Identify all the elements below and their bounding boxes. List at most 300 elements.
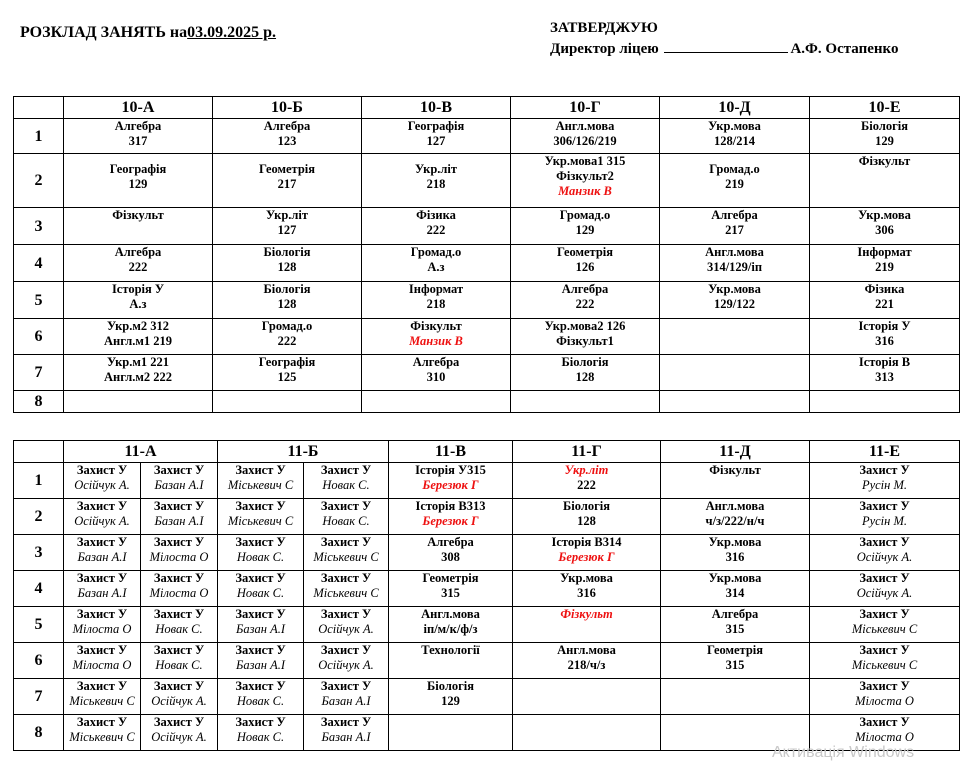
subject-name: Біологія [263, 245, 311, 259]
corner-cell [14, 97, 64, 119]
subject-name: Геометрія [706, 643, 764, 657]
schedule-cell [213, 319, 362, 355]
director-line [550, 39, 899, 60]
defense-subgroup-cell [218, 463, 304, 499]
schedule-cell [661, 679, 810, 715]
subject-name: Захист У [153, 643, 205, 657]
schedule-cell [362, 319, 511, 355]
schedule-cell [362, 282, 511, 319]
lesson-number: 6 [14, 319, 64, 355]
subject-name: Захист У [320, 679, 372, 693]
subject-name: Фізика [864, 282, 905, 296]
schedule-cell [810, 643, 960, 679]
subject-name: Алгебра [561, 282, 609, 296]
subject-name: Захист У [76, 715, 128, 729]
room-number: 127 [277, 223, 297, 237]
subject-name: Захист У [76, 643, 128, 657]
subject-name: Захист У [153, 571, 205, 585]
subject-name: Громад.о [559, 208, 611, 222]
schedule-cell [511, 154, 660, 208]
room-number: А.з [427, 260, 445, 274]
defense-subgroup-cell [304, 535, 389, 571]
schedule-cell [64, 319, 213, 355]
teacher-name: Мілоста О [72, 658, 132, 672]
teacher-name: Осійчук А. [151, 694, 207, 708]
room-number: 222 [426, 223, 446, 237]
room-number: 222 [128, 260, 148, 274]
subject-name: Історія У [111, 282, 165, 296]
schedule-cell [810, 535, 960, 571]
subject-name: Захист У [859, 679, 910, 693]
defense-subgroup-cell [141, 571, 218, 607]
teacher-name: Мілоста О [149, 550, 209, 564]
room-number: Англ.м1 219 [103, 334, 173, 348]
teacher-name: Міськевич С [69, 694, 135, 708]
room-number: 314/129/іп [706, 260, 763, 274]
teacher-name: Базан А.І [236, 622, 285, 636]
room-number: 128 [277, 260, 297, 274]
subject-name: Захист У [320, 643, 372, 657]
defense-subgroup-cell [218, 679, 304, 715]
lesson-number: 2 [14, 499, 64, 535]
subject-name: Захист У [859, 499, 910, 513]
schedule-cell [810, 319, 960, 355]
subject-name: Захист У [153, 679, 205, 693]
subject-name: Історія В [858, 355, 911, 369]
subject-name: Технології [421, 643, 480, 657]
schedule-cell [362, 355, 511, 391]
defense-subgroup-cell [64, 463, 141, 499]
schedule-cell [661, 607, 810, 643]
schedule-cell [362, 119, 511, 154]
teacher-name: Манзик В [558, 184, 612, 198]
subject-name: Укр.мова2 126 [544, 319, 626, 333]
schedule-cell [661, 643, 810, 679]
defense-subgroup-cell [64, 715, 141, 751]
schedule-cell [810, 355, 960, 391]
schedule-cell [64, 119, 213, 154]
subject-name: Захист У [76, 535, 128, 549]
schedule-cell [389, 499, 513, 535]
schedule-cell [810, 208, 960, 245]
lesson-row [14, 245, 960, 282]
subject-name: Фізкульт [709, 463, 761, 477]
schedule-cell [64, 355, 213, 391]
schedule-cell [511, 245, 660, 282]
schedule-cell [513, 607, 661, 643]
room-number: ч/з/222/н/ч [705, 514, 765, 528]
subject-name: Захист У [153, 499, 205, 513]
room-number: 315 [725, 658, 745, 672]
subject-name: Укр.мова1 315 [544, 154, 626, 168]
subject-name: Історія В314 [551, 535, 622, 549]
class-header: 10-Г [511, 97, 660, 119]
defense-subgroup-cell [64, 679, 141, 715]
defense-subgroup-cell [218, 607, 304, 643]
subject-name: Інформат [408, 282, 464, 296]
room-number: 128 [575, 370, 595, 384]
room-number: Фізкульт1 [556, 334, 614, 348]
schedule-cell [810, 571, 960, 607]
subject-name: Захист У [235, 715, 286, 729]
schedule-cell [213, 391, 362, 413]
teacher-name: Новак С. [322, 478, 370, 492]
class-header: 10-А [64, 97, 213, 119]
room-number: 126 [575, 260, 595, 274]
teacher-name: Новак С. [155, 622, 203, 636]
defense-subgroup-cell [304, 607, 389, 643]
schedule-cell [513, 715, 661, 751]
defense-subgroup-cell [64, 607, 141, 643]
subject-name: Укр.літ [564, 463, 609, 477]
subject-name: Укр.літ [265, 208, 309, 222]
subject-name: Укр.м2 312 [106, 319, 170, 333]
lesson-number: 8 [14, 391, 64, 413]
schedule-cell [661, 571, 810, 607]
class-header: 11-Б [218, 441, 389, 463]
defense-subgroup-cell [218, 571, 304, 607]
teacher-name: Міськевич С [851, 658, 918, 672]
teacher-name: Мілоста О [149, 586, 209, 600]
subject-name: Англ.мова [705, 499, 765, 513]
teacher-name: Базан А.І [321, 694, 371, 708]
subject-name: Англ.мова [555, 119, 615, 133]
schedule-cell [810, 282, 960, 319]
schedule-cell [389, 643, 513, 679]
subject-name: Захист У [76, 571, 128, 585]
subject-name: Алгебра [114, 119, 162, 133]
approve-label: ЗАТВЕРДЖУЮ [550, 20, 658, 36]
subject-name: Історія У315 [415, 463, 486, 477]
lesson-number: 6 [14, 643, 64, 679]
schedule-cell [660, 355, 810, 391]
schedule-cell [511, 119, 660, 154]
schedule-cell [362, 154, 511, 208]
room-number: 128 [277, 297, 297, 311]
subject-name: Біологія [561, 355, 609, 369]
room-number: 128/214 [714, 134, 755, 148]
subject-name: Укр.мова [858, 208, 911, 222]
schedule-cell [513, 535, 661, 571]
teacher-name: Базан А.І [77, 550, 127, 564]
defense-subgroup-cell [64, 571, 141, 607]
subject-name: Англ.мова [705, 245, 764, 259]
schedule-cell [810, 391, 960, 413]
room-number: 219 [875, 260, 894, 274]
class-header: 10-Е [810, 97, 960, 119]
room-number: 222 [277, 334, 297, 348]
subject-name: Історія В313 [415, 499, 486, 513]
schedule-cell [660, 154, 810, 208]
room-number: 316 [577, 586, 596, 600]
subject-name: Громад.о [261, 319, 313, 333]
defense-subgroup-cell [304, 715, 389, 751]
room-number: А.з [129, 297, 147, 311]
teacher-name: Міськевич С [851, 622, 918, 636]
teacher-name: Новак С. [322, 514, 370, 528]
subject-name: Географія [407, 119, 465, 133]
teacher-name: Осійчук А. [318, 622, 374, 636]
subject-name: Географія [109, 162, 167, 176]
lesson-number: 8 [14, 715, 64, 751]
schedule-cell [213, 282, 362, 319]
class-header: 11-А [64, 441, 218, 463]
subject-name: Захист У [320, 571, 372, 585]
subject-name: Укр.мова [708, 282, 761, 296]
room-number: 306/126/219 [553, 134, 617, 148]
defense-subgroup-cell [141, 463, 218, 499]
subject-name: Інформат [857, 245, 912, 259]
teacher-name: Базан А.І [154, 478, 204, 492]
teacher-name: Міськевич С [227, 478, 294, 492]
defense-subgroup-cell [141, 607, 218, 643]
schedule-cell [810, 119, 960, 154]
room-number: 217 [277, 177, 297, 191]
lesson-row [14, 119, 960, 154]
teacher-name: Осійчук А. [74, 514, 130, 528]
defense-subgroup-cell [141, 499, 218, 535]
subject-name: Алгебра [412, 355, 460, 369]
schedule-cell [513, 499, 661, 535]
teacher-name: Базан А.І [236, 658, 285, 672]
schedule-cell [513, 463, 661, 499]
windows-activation-watermark: Активація Windows [772, 744, 915, 761]
subject-name: Англ.мова [421, 607, 480, 621]
teacher-name: Базан А.І [77, 586, 127, 600]
schedule-cell [389, 571, 513, 607]
schedule-cell [810, 499, 960, 535]
schedule-cell [661, 535, 810, 571]
defense-subgroup-cell [64, 535, 141, 571]
subject-name: Укр.м1 221 [106, 355, 170, 369]
defense-subgroup-cell [218, 535, 304, 571]
lesson-number: 7 [14, 355, 64, 391]
defense-subgroup-cell [218, 499, 304, 535]
lesson-row [14, 282, 960, 319]
room-number: Фізкульт2 [556, 169, 614, 183]
subject-name: Географія [258, 355, 316, 369]
room-number: 219 [725, 177, 744, 191]
room-number: 222 [577, 478, 596, 492]
subject-name: Захист У [859, 715, 910, 729]
room-number: 315 [725, 622, 745, 636]
subject-name: Захист У [859, 535, 910, 549]
schedule-cell [213, 119, 362, 154]
teacher-name: Мілоста О [72, 622, 132, 636]
lesson-row [14, 154, 960, 208]
room-number: 308 [441, 550, 460, 564]
lesson-row [14, 499, 960, 535]
teacher-name: Базан А.І [154, 514, 204, 528]
subject-name: Фізкульт [112, 208, 164, 222]
defense-subgroup-cell [304, 679, 389, 715]
teacher-name: Мілоста О [855, 730, 914, 744]
schedule-cell [810, 463, 960, 499]
subject-name: Захист У [153, 463, 205, 477]
subject-name: Захист У [76, 463, 128, 477]
teacher-name: Новак С. [236, 730, 285, 744]
schedule-cell [511, 391, 660, 413]
room-number: 125 [277, 370, 297, 384]
schedule-cell [661, 499, 810, 535]
room-number: 221 [875, 297, 894, 311]
room-number: 129/122 [714, 297, 755, 311]
approval-block [550, 18, 899, 60]
subject-name: Захист У [320, 715, 372, 729]
class-header: 10-Д [660, 97, 810, 119]
subject-name: Геометрія [258, 162, 316, 176]
schedule-cell [64, 245, 213, 282]
schedule-cell [660, 119, 810, 154]
teacher-name: Осійчук А. [74, 478, 130, 492]
defense-subgroup-cell [141, 715, 218, 751]
schedule-cell [64, 208, 213, 245]
room-number: 222 [575, 297, 595, 311]
schedule-cell [513, 643, 661, 679]
room-number: 129 [875, 134, 894, 148]
schedule-cell [660, 282, 810, 319]
title-date: 03.09.2025 р. [187, 24, 277, 41]
schedule-cell [810, 679, 960, 715]
subject-name: Захист У [76, 679, 128, 693]
subject-name: Громад.о [709, 162, 760, 176]
schedule-cell [660, 208, 810, 245]
room-number: 310 [426, 370, 446, 384]
subject-name: Захист У [320, 607, 372, 621]
room-number: 218/ч/з [567, 658, 606, 672]
teacher-name: Березюк Г [422, 514, 479, 528]
subject-name: Геометрія [422, 571, 479, 585]
teacher-name: Манзик В [409, 334, 463, 348]
defense-subgroup-cell [141, 535, 218, 571]
room-number: 217 [725, 223, 744, 237]
defense-subgroup-cell [304, 571, 389, 607]
schedule-cell [511, 355, 660, 391]
teacher-name: Новак С. [155, 658, 203, 672]
room-number: 315 [441, 586, 460, 600]
subject-name: Захист У [235, 499, 286, 513]
schedule-cell [511, 282, 660, 319]
subject-name: Алгебра [114, 245, 162, 259]
lesson-number: 7 [14, 679, 64, 715]
defense-subgroup-cell [218, 643, 304, 679]
teacher-name: Базан А.І [321, 730, 371, 744]
room-number: 127 [426, 134, 446, 148]
teacher-name: Осійчук А. [856, 550, 913, 564]
lesson-row [14, 463, 960, 499]
lesson-number: 3 [14, 535, 64, 571]
subject-name: Захист У [235, 535, 286, 549]
teacher-name: Міськевич С [69, 730, 135, 744]
class-header: 10-В [362, 97, 511, 119]
subject-name: Захист У [859, 571, 910, 585]
lesson-number: 5 [14, 607, 64, 643]
subject-name: Англ.мова [557, 643, 616, 657]
teacher-name: Березюк Г [558, 550, 615, 564]
subject-name: Захист У [153, 535, 205, 549]
director-name: А.Ф. Остапенко [790, 41, 899, 57]
subject-name: Укр.мова [560, 571, 613, 585]
subject-name: Захист У [320, 535, 372, 549]
subject-name: Геометрія [556, 245, 614, 259]
schedule-cell [64, 391, 213, 413]
schedule-cell [362, 245, 511, 282]
signature-line [664, 40, 788, 53]
schedule-cell [513, 679, 661, 715]
room-number: 129 [575, 223, 595, 237]
schedule-cell [660, 319, 810, 355]
subject-name: Громад.о [410, 245, 462, 259]
schedule-cell [810, 154, 960, 208]
lesson-row [14, 607, 960, 643]
room-number: 316 [875, 334, 894, 348]
lesson-row [14, 535, 960, 571]
subject-name: Укр.мова [708, 571, 762, 585]
room-number: 313 [875, 370, 894, 384]
room-number: 218 [426, 297, 446, 311]
defense-subgroup-cell [218, 715, 304, 751]
subject-name: Біологія [563, 499, 610, 513]
room-number: іп/м/к/ф/з [423, 622, 478, 636]
lesson-number: 5 [14, 282, 64, 319]
schedule-cell [389, 463, 513, 499]
defense-subgroup-cell [141, 643, 218, 679]
schedule-cell [389, 715, 513, 751]
defense-subgroup-cell [304, 499, 389, 535]
subject-name: Фізкульт [560, 607, 613, 621]
teacher-name: Новак С. [236, 550, 285, 564]
subject-name: Укр.мова [708, 535, 762, 549]
lesson-number: 1 [14, 119, 64, 154]
subject-name: Захист У [235, 679, 286, 693]
teacher-name: Новак С. [236, 586, 285, 600]
subject-name: Захист У [153, 607, 205, 621]
schedule-cell [64, 154, 213, 208]
teacher-name: Осійчук А. [318, 658, 374, 672]
schedule-cell [64, 282, 213, 319]
teacher-name: Новак С. [236, 694, 285, 708]
director-label: Директор ліцею [550, 41, 659, 57]
subject-name: Укр.мова [708, 119, 761, 133]
schedule-cell [513, 571, 661, 607]
lesson-number: 3 [14, 208, 64, 245]
lesson-number: 4 [14, 571, 64, 607]
subject-name: Алгебра [427, 535, 474, 549]
schedule-cell [810, 245, 960, 282]
subject-name: Алгебра [263, 119, 311, 133]
subject-name: Захист У [235, 571, 286, 585]
defense-subgroup-cell [64, 643, 141, 679]
teacher-name: Осійчук А. [151, 730, 207, 744]
subject-name: Захист У [76, 607, 128, 621]
subject-name: Біологія [861, 119, 908, 133]
teacher-name: Осійчук А. [856, 586, 913, 600]
teacher-name: Мілоста О [855, 694, 914, 708]
class-header: 10-Б [213, 97, 362, 119]
teacher-name: Міськевич С [227, 514, 294, 528]
lesson-row [14, 319, 960, 355]
schedule-cell [362, 391, 511, 413]
room-number: 316 [725, 550, 745, 564]
room-number: Англ.м2 222 [103, 370, 173, 384]
subject-name: Захист У [859, 463, 910, 477]
schedule-cell [661, 463, 810, 499]
subject-name: Захист У [153, 715, 205, 729]
lesson-row [14, 391, 960, 413]
lesson-row [14, 208, 960, 245]
lesson-row [14, 679, 960, 715]
subject-name: Захист У [320, 463, 372, 477]
